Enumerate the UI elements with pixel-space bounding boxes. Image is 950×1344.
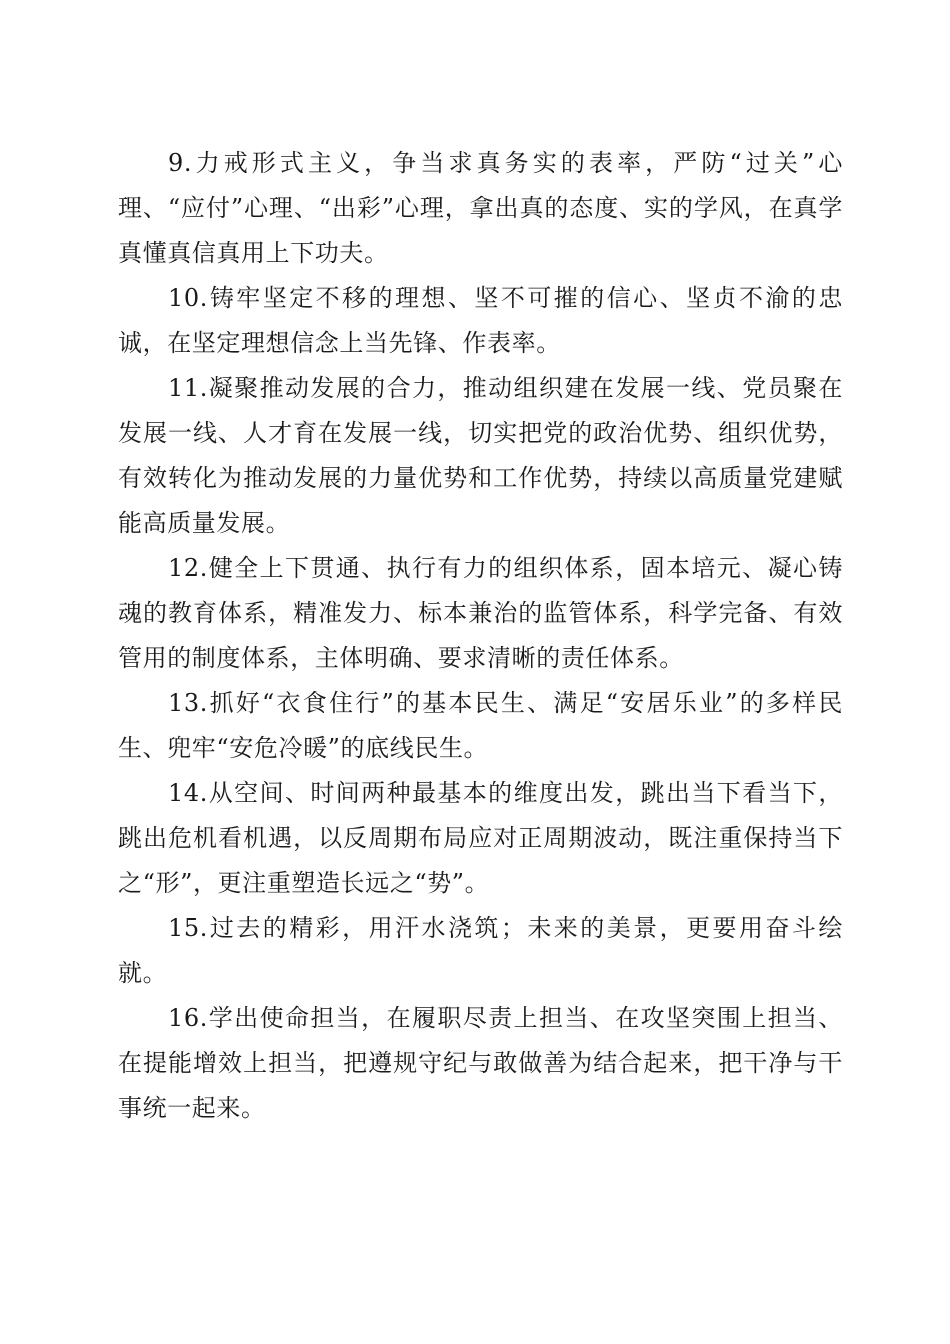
paragraph-14: 14.从空间、时间两种最基本的维度出发，跳出当下看当下，跳出危机看机遇，以反周期布局应对正周期波动，既注重保持当下之“形”，更注重塑造长远之“势”。	[118, 779, 843, 897]
paragraph-10: 10.铸牢坚定不移的理想、坚不可摧的信心、坚贞不渝的忠诚，在坚定理想信念上当先锋、作表率。	[118, 284, 843, 357]
paragraph-11: 11.凝聚推动发展的合力，推动组织建在发展一线、党员聚在发展一线、人才育在发展一线，切实把党的政治优势、组织优势，有效转化为推动发展的力量优势和工作优势，持续以高质量党建赋能高质量发展。	[118, 374, 843, 537]
paragraph-9: 9.力戒形式主义，争当求真务实的表率，严防“过关”心理、“应付”心理、“出彩”心理，拿出真的态度、实的学风，在真学真懂真信真用上下功夫。	[118, 149, 843, 267]
paragraph-12: 12.健全上下贯通、执行有力的组织体系，固本培元、凝心铸魂的教育体系，精准发力、标本兼治的监管体系，科学完备、有效管用的制度体系，主体明确、要求清晰的责任体系。	[118, 554, 843, 672]
paragraph-15: 15.过去的精彩，用汗水浇筑；未来的美景，更要用奋斗绘就。	[118, 914, 843, 987]
paragraph-13: 13.抓好“衣食住行”的基本民生、满足“安居乐业”的多样民生、兜牢“安危冷暖”的底线民生。	[118, 689, 843, 762]
document-body	[118, 141, 843, 1131]
paragraph-16: 16.学出使命担当，在履职尽责上担当、在攻坚突围上担当、在提能增效上担当，把遵规守纪与敢做善为结合起来，把干净与干事统一起来。	[118, 1004, 843, 1122]
